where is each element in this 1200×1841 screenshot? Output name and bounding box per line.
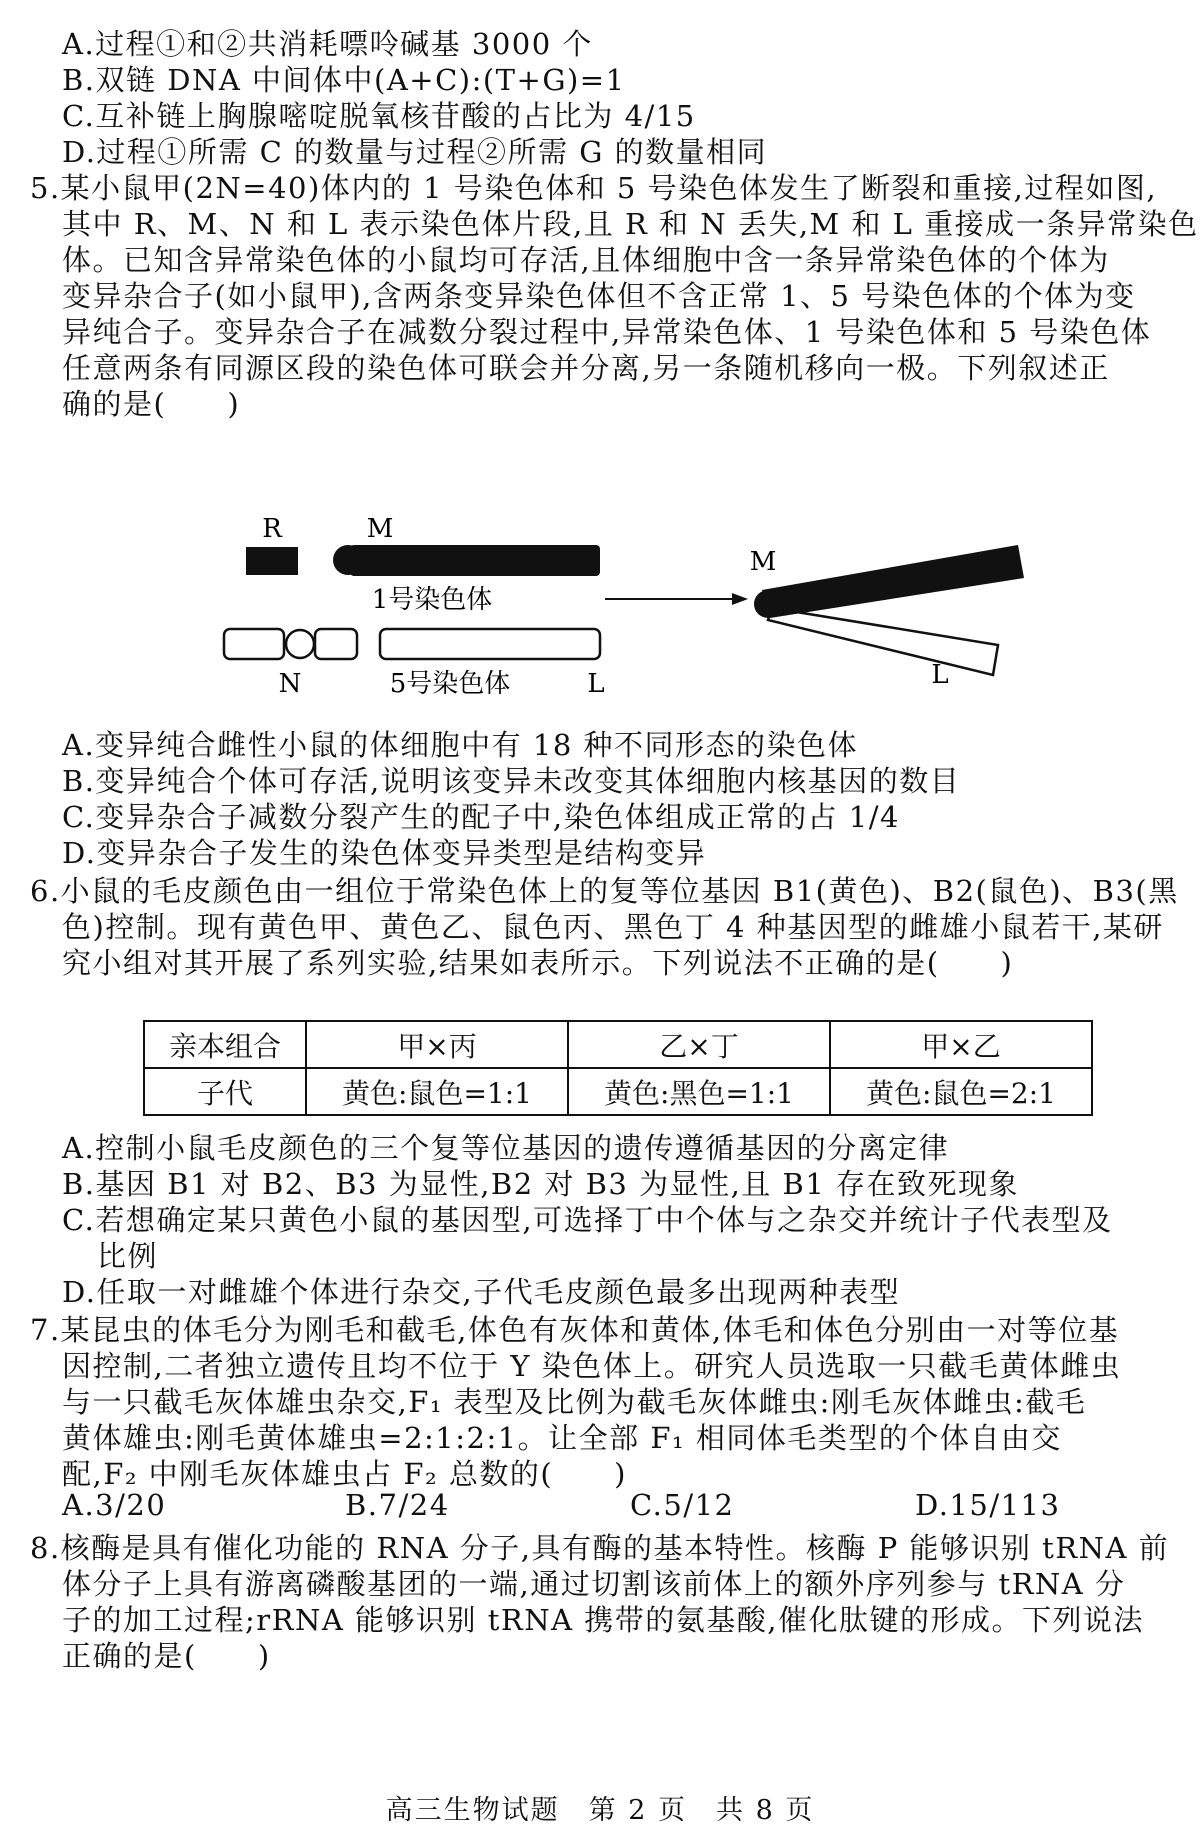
q7-option-b: B.7/24 <box>345 1488 450 1522</box>
q7-option-d: D.15/113 <box>915 1488 1061 1522</box>
label-m: M <box>366 514 394 544</box>
chromosome-5-long-arm <box>380 629 600 659</box>
q5-option-d: D.变异杂合子发生的染色体变异类型是结构变异 <box>62 836 707 870</box>
q5-stem-line: 体。已知含异常染色体的小鼠均可存活,且体细胞中含一条异常染色体的个体为 <box>62 243 1110 277</box>
q7-option-c: C.5/12 <box>630 1488 735 1522</box>
table-cell: 子代 <box>144 1068 306 1115</box>
segment-l-joined <box>768 608 998 675</box>
q8-stem-line: 8.核酶是具有催化功能的 RNA 分子,具有酶的基本特性。核酶 P 能够识别 tRNA 前 <box>30 1531 1170 1565</box>
q4-option-c: C.互补链上胸腺嘧啶脱氧核苷酸的占比为 4/15 <box>62 99 696 133</box>
q5-stem-line: 任意两条有同源区段的染色体可联会并分离,另一条随机移向一极。下列叙述正 <box>62 351 1110 385</box>
q4-option-a: A.过程①和②共消耗嘌呤碱基 3000 个 <box>62 27 593 61</box>
q8-stem-line: 子的加工过程;rRNA 能够识别 tRNA 携带的氨基酸,催化肽键的形成。下列说法 <box>62 1603 1144 1637</box>
arrow-head <box>732 593 748 605</box>
segment-n <box>224 629 284 659</box>
table-cell: 甲×丙 <box>306 1021 568 1068</box>
table-cell: 亲本组合 <box>144 1021 306 1068</box>
label-m2: M <box>749 547 777 577</box>
q5-stem-line: 变异杂合子(如小鼠甲),含两条变异染色体但不含正常 1、5 号染色体的个体为变 <box>62 279 1136 313</box>
q6-stem-line: 6.小鼠的毛皮颜色由一组位于常染色体上的复等位基因 B1(黄色)、B2(鼠色)、B3(黑 <box>30 874 1179 908</box>
q5-option-b: B.变异纯合个体可存活,说明该变异未改变其体细胞内核基因的数目 <box>62 764 961 798</box>
q6-option-b: B.基因 B1 对 B2、B3 为显性,B2 对 B3 为显性,且 B1 存在致死现象 <box>62 1167 1020 1201</box>
chromosome-1 <box>350 545 600 576</box>
q4-option-d: D.过程①所需 C 的数量与过程②所需 G 的数量相同 <box>62 135 768 169</box>
q6-stem-line: 色)控制。现有黄色甲、黄色乙、鼠色丙、黑色丁 4 种基因型的雌雄小鼠若干,某研 <box>62 910 1164 944</box>
page-footer: 高三生物试题 第 2 页 共 8 页 <box>385 1795 815 1826</box>
table-row <box>144 1021 1092 1068</box>
q5-stem-line: 其中 R、M、N 和 L 表示染色体片段,且 R 和 N 丢失,M 和 L 重接成一条异常染色 <box>62 207 1199 241</box>
q5-stem-line: 确的是( ) <box>62 387 241 421</box>
table-cell: 乙×丁 <box>568 1021 830 1068</box>
chromosome-5-short-arm <box>315 629 357 659</box>
table-cell: 黄色:黑色=1:1 <box>568 1068 830 1115</box>
q7-stem-line: 黄体雄虫:刚毛黄体雄虫=2:1:2:1。让全部 F₁ 相同体毛类型的个体自由交 <box>62 1421 1062 1455</box>
segment-r <box>246 547 298 575</box>
q8-stem-line: 正确的是( ) <box>62 1639 271 1673</box>
q6-stem-line: 究小组对其开展了系列实验,结果如表所示。下列说法不正确的是( ) <box>62 946 1014 980</box>
q6-option-c: C.若想确定某只黄色小鼠的基因型,可选择丁中个体与之杂交并统计子代表型及 <box>62 1203 1113 1237</box>
q5-option-c: C.变异杂合子减数分裂产生的配子中,染色体组成正常的占 1/4 <box>62 800 900 834</box>
segment-m-joined <box>762 545 1024 618</box>
table-row <box>144 1068 1092 1115</box>
table-cell: 黄色:鼠色=1:1 <box>306 1068 568 1115</box>
q6-option-a: A.控制小鼠毛皮颜色的三个复等位基因的遗传遵循基因的分离定律 <box>62 1131 950 1165</box>
q7-stem-line: 因控制,二者独立遗传且均不位于 Y 染色体上。研究人员选取一只截毛黄体雌虫 <box>62 1349 1122 1383</box>
q7-stem-line: 配,F₂ 中刚毛灰体雄虫占 F₂ 总数的( ) <box>62 1457 627 1491</box>
q7-option-a: A.3/20 <box>62 1488 167 1522</box>
table-cell: 甲×乙 <box>830 1021 1092 1068</box>
table-cell: 黄色:鼠色=2:1 <box>830 1068 1092 1115</box>
q7-stem-line: 与一只截毛灰体雄虫杂交,F₁ 表型及比例为截毛灰体雌虫:刚毛灰体雌虫:截毛 <box>62 1385 1087 1419</box>
label-r: R <box>262 514 282 544</box>
chromosome-figure <box>0 500 1200 700</box>
label-chr1: 1号染色体 <box>371 585 493 615</box>
q7-stem-line: 7.某昆虫的体毛分为刚毛和截毛,体色有灰体和黄体,体毛和体色分别由一对等位基 <box>30 1313 1120 1347</box>
q5-option-a: A.变异纯合雌性小鼠的体细胞中有 18 种不同形态的染色体 <box>62 728 859 762</box>
q5-stem-line: 异纯合子。变异杂合子在减数分裂过程中,异常染色体、1 号染色体和 5 号染色体 <box>62 315 1152 349</box>
q6-option-d: D.任取一对雌雄个体进行杂交,子代毛皮颜色最多出现两种表型 <box>62 1275 901 1309</box>
label-n: N <box>278 669 302 699</box>
centromere-abnormal <box>754 590 782 618</box>
q8-stem-line: 体分子上具有游离磷酸基团的一端,通过切割该前体上的额外序列参与 tRNA 分 <box>62 1567 1126 1601</box>
label-chr5: 5号染色体 <box>389 669 511 699</box>
label-l2: L <box>931 660 949 690</box>
results-table <box>143 1020 1093 1116</box>
q5-stem-line: 5.某小鼠甲(2N=40)体内的 1 号染色体和 5 号染色体发生了断裂和重接,过程如图, <box>30 171 1158 205</box>
centromere-chr5 <box>286 630 314 658</box>
q4-option-b: B.双链 DNA 中间体中(A+C):(T+G)=1 <box>62 63 626 97</box>
q6-option-c-continued: 比例 <box>97 1239 159 1273</box>
label-l: L <box>587 669 605 699</box>
